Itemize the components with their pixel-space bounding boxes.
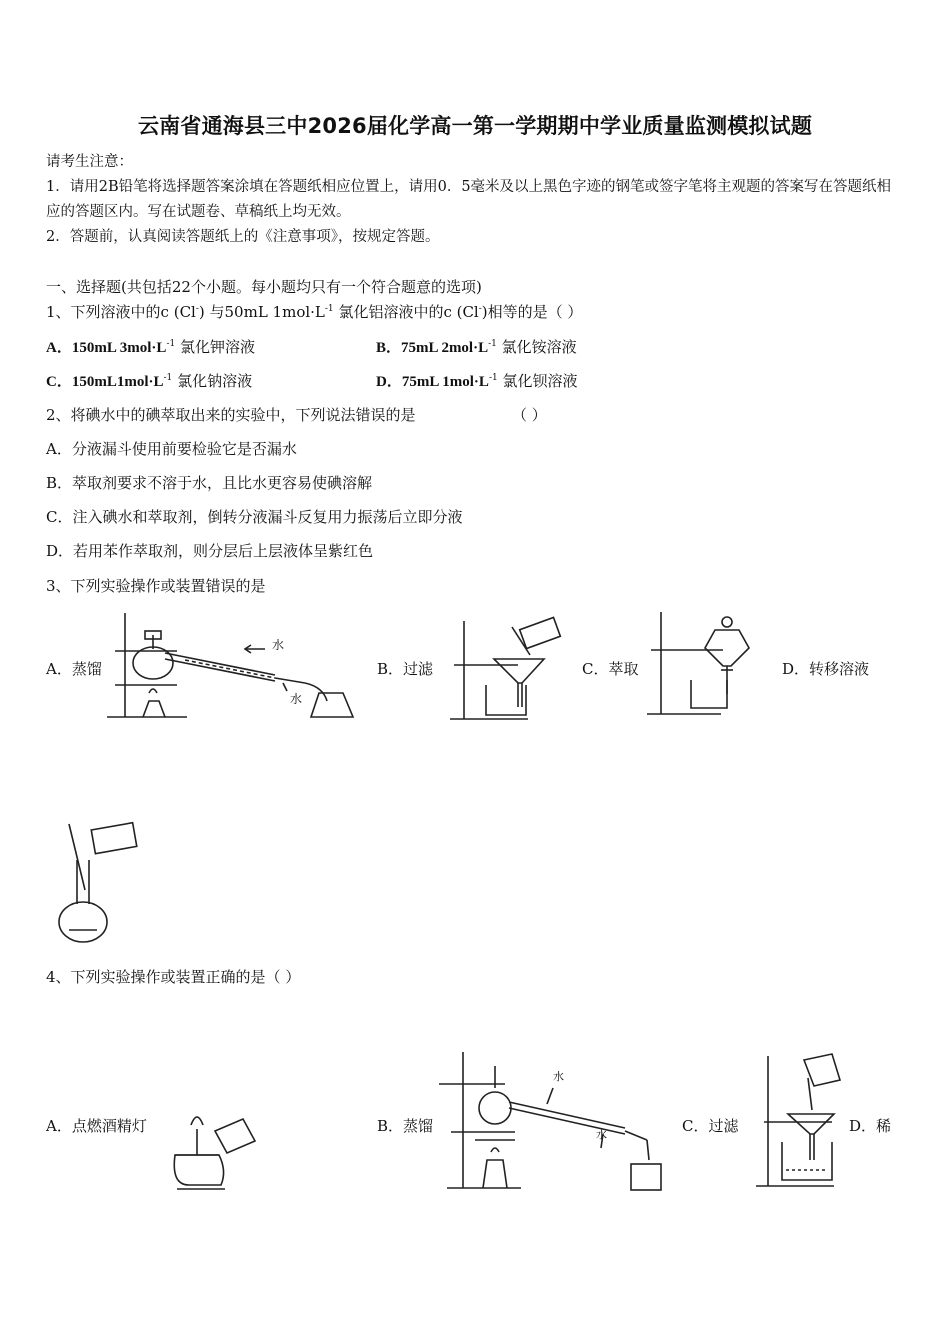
question-4-stem: 4、下列实验操作或装置正确的是（ ） (46, 968, 301, 986)
question-3-option-d[interactable]: D．转移溶液 (782, 660, 870, 678)
question-1-option-d[interactable]: D．75mL $1mol\cdot L^{-1}$ 氯化钡溶液 (376, 372, 578, 390)
question-2-option-c[interactable]: C．注入碘水和萃取剂，倒转分液漏斗反复用力振荡后立即分液 (46, 508, 463, 526)
water-label-out: 水 (290, 692, 303, 706)
filtration-apparatus-figure (448, 615, 563, 725)
alcohol-lamp-figure (165, 1105, 260, 1190)
water-label-in-q4: 水 (553, 1070, 564, 1083)
question-2-option-d[interactable]: D．若用苯作萃取剂，则分层后上层液体呈紫红色 (46, 542, 374, 560)
notice-heading: 请考生注意： (46, 154, 133, 170)
notice-item-1: 1．请用2B铅笔将选择题答案涂填在答题纸相应位置上，请用0．5毫米及以上黑色字迹的钢笔或签字笔将主观题的答案写在答题纸相应的答题区内。写在试题卷、草稿纸上均无效。 (46, 179, 892, 220)
question-2-stem: 2、将碘水中的碘萃取出来的实验中，下列说法错误的是 (46, 406, 416, 424)
water-label-out-q4: 水 (596, 1128, 607, 1141)
question-4-option-a[interactable]: A．点燃酒精灯 (46, 1117, 147, 1135)
separatory-funnel-figure (645, 608, 755, 718)
question-2-option-a[interactable]: A．分液漏斗使用前要检验它是否漏水 (46, 440, 297, 458)
question-3-stem: 3、下列实验操作或装置错误的是 (46, 577, 266, 595)
page-title: 云南省通海县三中2026届化学高一第一学期期中学业质量监测模拟试题 (137, 114, 813, 138)
question-1-option-c[interactable]: C．$150mL1mol\cdot L^{-1}$ 氯化钠溶液 (46, 372, 253, 390)
question-3-option-a[interactable]: A．蒸馏 (46, 660, 102, 678)
question-1-option-b[interactable]: B．75mL $2mol\cdot L^{-1}$ 氯化铵溶液 (376, 338, 577, 356)
water-label-in: 水 (272, 638, 285, 652)
section-heading: 一、选择题(共包括22个小题。每小题均只有一个符合题意的选项) (46, 278, 482, 296)
question-3-option-c[interactable]: C．萃取 (582, 660, 639, 678)
volumetric-flask-figure (55, 820, 145, 948)
question-3-option-b[interactable]: B．过滤 (377, 660, 434, 678)
question-4-option-b[interactable]: B．蒸馏 (377, 1117, 434, 1135)
question-2-option-b[interactable]: B．萃取剂要求不溶于水，且比水更容易使碘溶解 (46, 474, 373, 492)
distillation-correct-figure (435, 1048, 667, 1193)
question-4-option-c[interactable]: C．过滤 (682, 1117, 739, 1135)
notice-item-2: 2．答题前，认真阅读答题纸上的《注意事项》，按规定答题。 (46, 229, 440, 245)
question-2-paren: （ ） (512, 406, 547, 424)
question-4-option-d[interactable]: D．稀 (849, 1117, 892, 1135)
question-1-option-a[interactable]: A．150mL $3mol\cdot L^{-1}$ 氯化钾溶液 (46, 338, 256, 356)
filtration-correct-figure (752, 1050, 844, 1190)
distillation-apparatus-figure (105, 605, 360, 725)
question-1-stem: 1、下列溶液中的c (Cl-) 与50mL $1mol\cdot L^{-1}$ 氯化铝溶液中的c (Cl-)相等的是（ ） (46, 303, 583, 321)
